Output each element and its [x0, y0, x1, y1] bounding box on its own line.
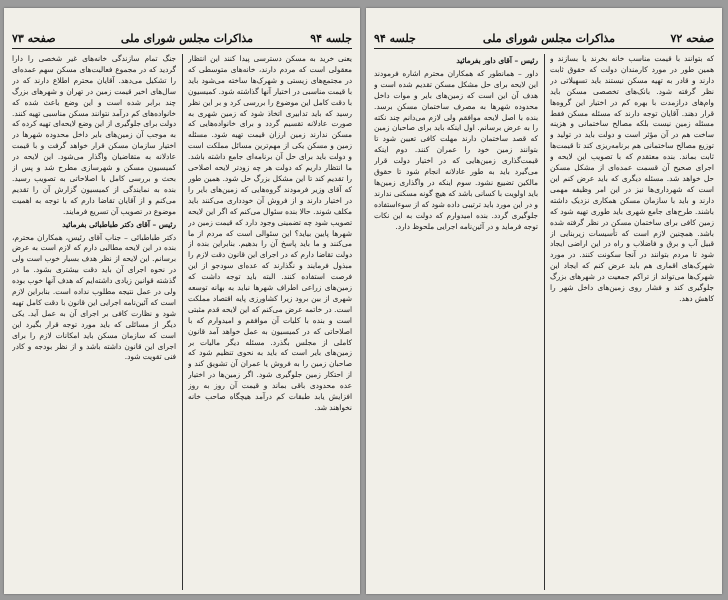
left-page-header: [12, 30, 352, 49]
right-journal-title: مذاکرات مجلس شورای ملی: [482, 32, 616, 45]
right-column-divider: [544, 54, 545, 590]
right-page-left-column: [374, 54, 538, 590]
left-page-number: صفحه ۷۳: [12, 32, 56, 45]
right-session-label: جلسه ۹۴: [374, 32, 416, 45]
left-journal-title: مذاکرات مجلس شورای ملی: [120, 32, 254, 45]
left-page-left-column: [12, 54, 176, 590]
left-col-speech: دکتر طباطبائی – جناب آقای رئیس، همکاران محترم، بنده در این لایحه مطالبی دارم که لازم است به عرض برسانم. این لایحه از نظر هدف بسیار خوب است ولی در نحوه اجرای آن باید دقت بیشتری بشود. ما در گذشته قوانین زیادی داشته‌ایم که هدف آنها خوب بوده ولی در عمل نتیجه مطلوب نداده است. بنابراین لازم است که آئین‌نامه اجرایی این قانون با دقت کامل تهیه شود و نظارت کافی بر اجرای آن به عمل آید. یکی دیگر از مسائلی که باید مورد توجه قرار بگیرد این است که سازمان مسکن باید امکانات لازم را برای اجرای این قانون داشته باشد و از نظر بودجه و کادر فنی تقویت شود.: [12, 232, 176, 362]
right-page-number: صفحه ۷۲: [670, 32, 714, 45]
right-page: [366, 8, 722, 594]
left-page-right-column: یعنی خرید به مسکن دسترسی پیدا کنند این انتظار معقولی است که مردم دارند، خانه‌های متوسطی که در مجتمع‌های زیستی و شهرک‌ها ساخته می‌شود باید با قیمت مناسبی در اختیار آنها گذاشته شود. کمیسیون با دقت کامل این موضوع را بررسی کرد و بر این نظر رسید که باید تدابیری اتخاذ شود که زمین شهری به صورت عادلانه تقسیم گردد و برای خانواده‌هایی که مسکن ندارند زمین ارزان قیمت تهیه شود. مسئله زمین و مسکن یکی از مهم‌ترین مسائل مملکت است و دولت باید برای حل آن برنامه‌ای جامع داشته باشد. ما انتظار داریم که دولت هر چه زودتر لایحه اصلاحی را تقدیم کند تا این مشکل بزرگ حل شود. همین طور که آقای وزیر فرمودند گروه‌هایی که زمین‌های بایر را در اختیار دارند و از فروش آن خودداری می‌کنند باید مکلف شوند. حالا بنده سئوال می‌کنم که اگر این لایحه تصویب شود چه تضمینی وجود دارد که قیمت زمین در شهرها پایین بیاید؟ این سئوالی است که مردم از ما می‌کنند و ما باید پاسخ آن را بدهیم. بنابراین بنده از دولت تقاضا دارم که در اجرای این قانون دقت لازم را مبذول فرمایند و نگذارند که عده‌ای سودجو از این فرصت استفاده کنند. البته باید توجه داشت که زمین‌های زراعی اطراف شهرها نباید به بهانه توسعه شهری از بین برود زیرا کشاورزی پایه اقتصاد مملکت است. در خاتمه عرض می‌کنم که این لایحه قدم مثبتی است و بنده با کلیات آن موافقم و امیدوارم که با اصلاحاتی که در کمیسیون به عمل خواهد آمد قانون کاملی از مجلس بگذرد. مسئله دیگر مالیات بر زمین‌های بایر است که باید به نحوی تنظیم شود که صاحبان زمین را به فروش یا عمران آن تشویق کند و از احتکار زمین جلوگیری شود. اگر زمین‌ها در اختیار عده محدودی باقی بماند و قیمت آن روز به روز افزایش یابد طبقات کم درآمد هیچگاه صاحب خانه نخواهند شد.: [188, 54, 352, 412]
left-col-paragraph: جنگ تمام سازندگی خانه‌های غیر شخصی را دارا گردید که در مجموع فعالیت‌های مسکن سهم عمده‌ای را تشکیل می‌دهد. آقایان محترم اطلاع دارند که در سال‌های اخیر قیمت زمین در تهران و شهرهای بزرگ چند برابر شده است و این وضع باعث شده که خانواده‌های کم درآمد نتوانند مسکن مناسبی تهیه کنند. دولت برای جلوگیری از این وضع لایحه‌ای تهیه کرده که به موجب آن زمین‌های بایر داخل محدوده شهرها در اختیار سازمان مسکن قرار خواهد گرفت و با قیمت عادلانه به متقاضیان واگذار می‌شود. این لایحه در کمیسیون مسکن و شهرسازی مطرح شد و پس از بحث و بررسی کامل با اصلاحاتی به تصویب رسید. بنده به نمایندگی از کمیسیون گزارش آن را تقدیم می‌کنم و از آقایان تقاضا دارم که با توجه به اهمیت موضوع در تصویب آن تسریع فرمایند.: [12, 54, 176, 216]
right-page-header: [374, 30, 714, 49]
right-col-speech: داور – همانطور که همکاران محترم اشاره فرمودند این لایحه برای حل مشکل مسکن تقدیم شده است و هدف آن این است که زمین‌های بایر و موات داخل محدوده شهرها به مصرف ساختمان مسکن برسد. بنده با اصل لایحه موافقم ولی لازم می‌دانم چند نکته را به عرض برسانم. اول اینکه باید برای صاحبان زمین که قصد ساختمان دارند مهلت کافی تعیین شود تا بتوانند زمین خود را عمران کنند. دوم اینکه قیمت‌گذاری زمین‌هایی که در اختیار دولت قرار می‌گیرد باید به طور عادلانه انجام شود تا حقوق مالکین تضییع نشود. سوم اینکه در واگذاری زمین‌ها باید اولویت با کسانی باشد که هیچ گونه مسکنی ندارند و در این مورد باید ترتیبی داده شود که از سوءاستفاده جلوگیری گردد. بنده امیدوارم که دولت به این نکات توجه فرماید و در آئین‌نامه اجرایی ملحوظ دارد.: [374, 68, 538, 231]
left-page: [4, 8, 360, 594]
right-page-right-column: که بتوانند با قیمت مناسب خانه بخرند یا بسازند و همین طور در مورد کارمندان دولت که حقوق ثابت دارند و قادر به تهیه مسکن نیستند باید تسهیلاتی در نظر گرفته شود. بانک‌های تخصصی مسکن باید وام‌های درازمدت با بهره کم در اختیار این گروه‌ها قرار دهند. آقایان توجه دارند که مسئله مسکن فقط مسئله زمین نیست بلکه مصالح ساختمانی و هزینه ساخت هم در آن مؤثر است و دولت باید در تولید و توزیع مصالح ساختمانی هم برنامه‌ریزی کند تا قیمت‌ها ثابت بماند. بنده معتقدم که با تصویب این لایحه و اجرای صحیح آن قسمت عمده‌ای از مشکل مسکن حل خواهد شد. مسئله دیگری که باید عرض کنم این است که شهرداری‌ها نیز در این امر وظیفه مهمی دارند و باید با سازمان مسکن همکاری نزدیک داشته باشند. طرح‌های جامع شهری باید طوری تهیه شود که زمین کافی برای ساختمان مسکن در نظر گرفته شده باشد. همچنین لازم است که تأسیسات زیربنایی از قبیل آب و برق و فاضلاب و راه در این اراضی ایجاد شود تا مردم بتوانند در آنجا سکونت کنند. در مورد شهرک‌های اقماری هم باید عرض کنم که ایجاد این شهرک‌ها می‌تواند از تراکم جمعیت در شهرهای بزرگ جلوگیری کند و فشار روی زمین‌های داخل شهر را کاهش دهد.: [550, 54, 714, 303]
left-session-label: جلسه ۹۴: [310, 32, 352, 45]
speaker-president: رئیس – آقای داور بفرمائید: [456, 56, 538, 65]
left-column-divider: [182, 54, 183, 590]
speaker-president: رئیس – آقای دکتر طباطبائی بفرمائید: [62, 219, 176, 229]
